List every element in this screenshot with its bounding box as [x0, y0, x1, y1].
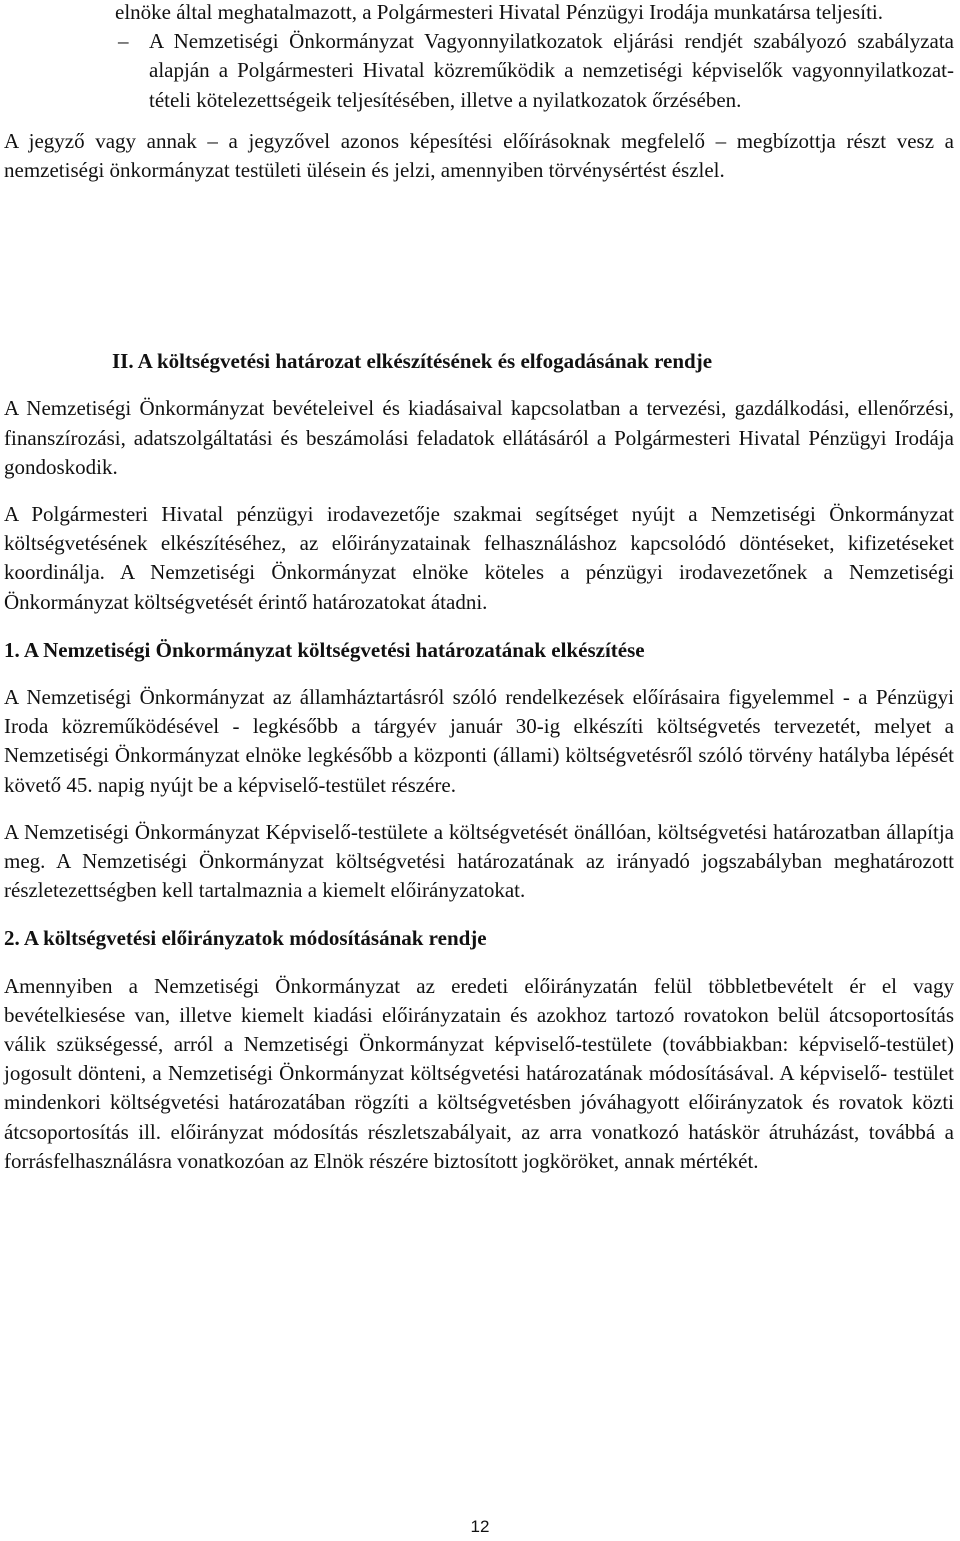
paragraph-jegyzo: A jegyző vagy annak – a jegyzővel azonos képesítési előírásoknak megfelelő – megbízottja részt vesz a nemzetiségi önkormányzat testületi ülésein és jelzi, amennyiben törvénysértést észlel.	[4, 128, 954, 183]
paragraph-modositas: Amennyiben a Nemzetiségi Önkormányzat az eredeti előirányzatán felül többletbevételt ér el vagy bevételkiesése van, illetve kiemelt kiadási előirányzatain és azokhoz tartozó rovatokon belül átcsoportosítás válik szükségessé, arról a Nemzetiségi Önkormányzat képviselő-testülete (továbbiakban: képviselő-testület) jogosult dönteni, a Nemzetiségi Önkormányzat költségvetési határozatának módosításával. A képviselő- testület mindenkori költségvetési határozatában rögzíti a költségvetésben jóváhagyott előirányzatok és rovatok közti átcsoportosítás ill. előirányzat módosítás részletszabályait, az arra vonatkozó hatáskör átruházást, továbbá a forrásfelhasználásra vonatkozóan az Elnök részére biztosított jogköröket, annak mértékét.	[4, 973, 954, 1173]
paragraph-tervezet: A Nemzetiségi Önkormányzat az államháztartásról szóló rendelkezések előírásaira figyelemmel - a Pénzügyi Iroda közreműködésével - legkésőbb a tárgyév január 30-ig elkészíti költségvetés tervezetét, melyet a Nemzetiségi Önkormányzat elnöke legkésőbb a központi (állami) költségvetésről szóló törvény hatályba lépését követő 45. napig nyújt be a képviselő-testület részére.	[4, 685, 954, 797]
paragraph-irodavezeto: A Polgármesteri Hivatal pénzügyi irodavezetője szakmai segítséget nyújt a Nemzetiségi Önkormányzat költségvetésének elkészítéséhez, az előirányzatainak felhasználáshoz kapcsolódó döntéseket, kifizetéseket koordinálja. A Nemzetiségi Önkormányzat elnöke köteles a pénzügyi irodavezetőnek a Nemzetiségi Önkormányzat költségvetését érintő határozatokat átadni.	[4, 502, 954, 614]
paragraph-kepviselo-testulet: A Nemzetiségi Önkormányzat Képviselő-testülete a költségvetését önállóan, költségvetési határozatban állapítja meg. A Nemzetiségi Önkormányzat költségvetési határozatának az irányadó jogszabályban meghatározott részletezettségben kell tartalmaznia a kiemelt előirányzatokat.	[4, 819, 954, 903]
dash-list-item	[4, 27, 954, 115]
paragraph-feladatok: A Nemzetiségi Önkormányzat bevételeivel és kiadásaival kapcsolatban a tervezési, gazdálkodási, ellenőrzési, finanszírozási, adatszolgáltatási és beszámolási feladatok ellátásáról a Polgármesteri Hivatal Pénzügyi Irodája gondoskodik.	[4, 396, 954, 479]
dash-bullet: –	[118, 29, 129, 54]
subsection-heading-2: 2. A költségvetési előirányzatok módosításának rendje	[4, 926, 487, 951]
page-number: 12	[470, 1517, 490, 1536]
section-heading-ii: II. A költségvetési határozat elkészítésének és elfogadásának rendje	[112, 349, 713, 374]
list-item-text: A Nemzetiségi Önkormányzat Vagyonnyilatkozatok eljárási rendjét szabályozó szabályzata alapján a Polgármesteri Hivatal közreműködik a nemzetiségi képviselők vagyonnyilatkozat-tételi kötelezettségeik teljesítésében, illetve a nyilatkozatok őrzésében.	[149, 29, 954, 112]
subsection-heading-1: 1. A Nemzetiségi Önkormányzat költségvetési határozatának elkészítése	[4, 637, 645, 662]
document-page	[4, 0, 954, 1176]
paragraph-continuation: elnöke által meghatalmazott, a Polgármesteri Hivatal Pénzügyi Irodája munkatársa teljesíti.	[115, 0, 883, 24]
